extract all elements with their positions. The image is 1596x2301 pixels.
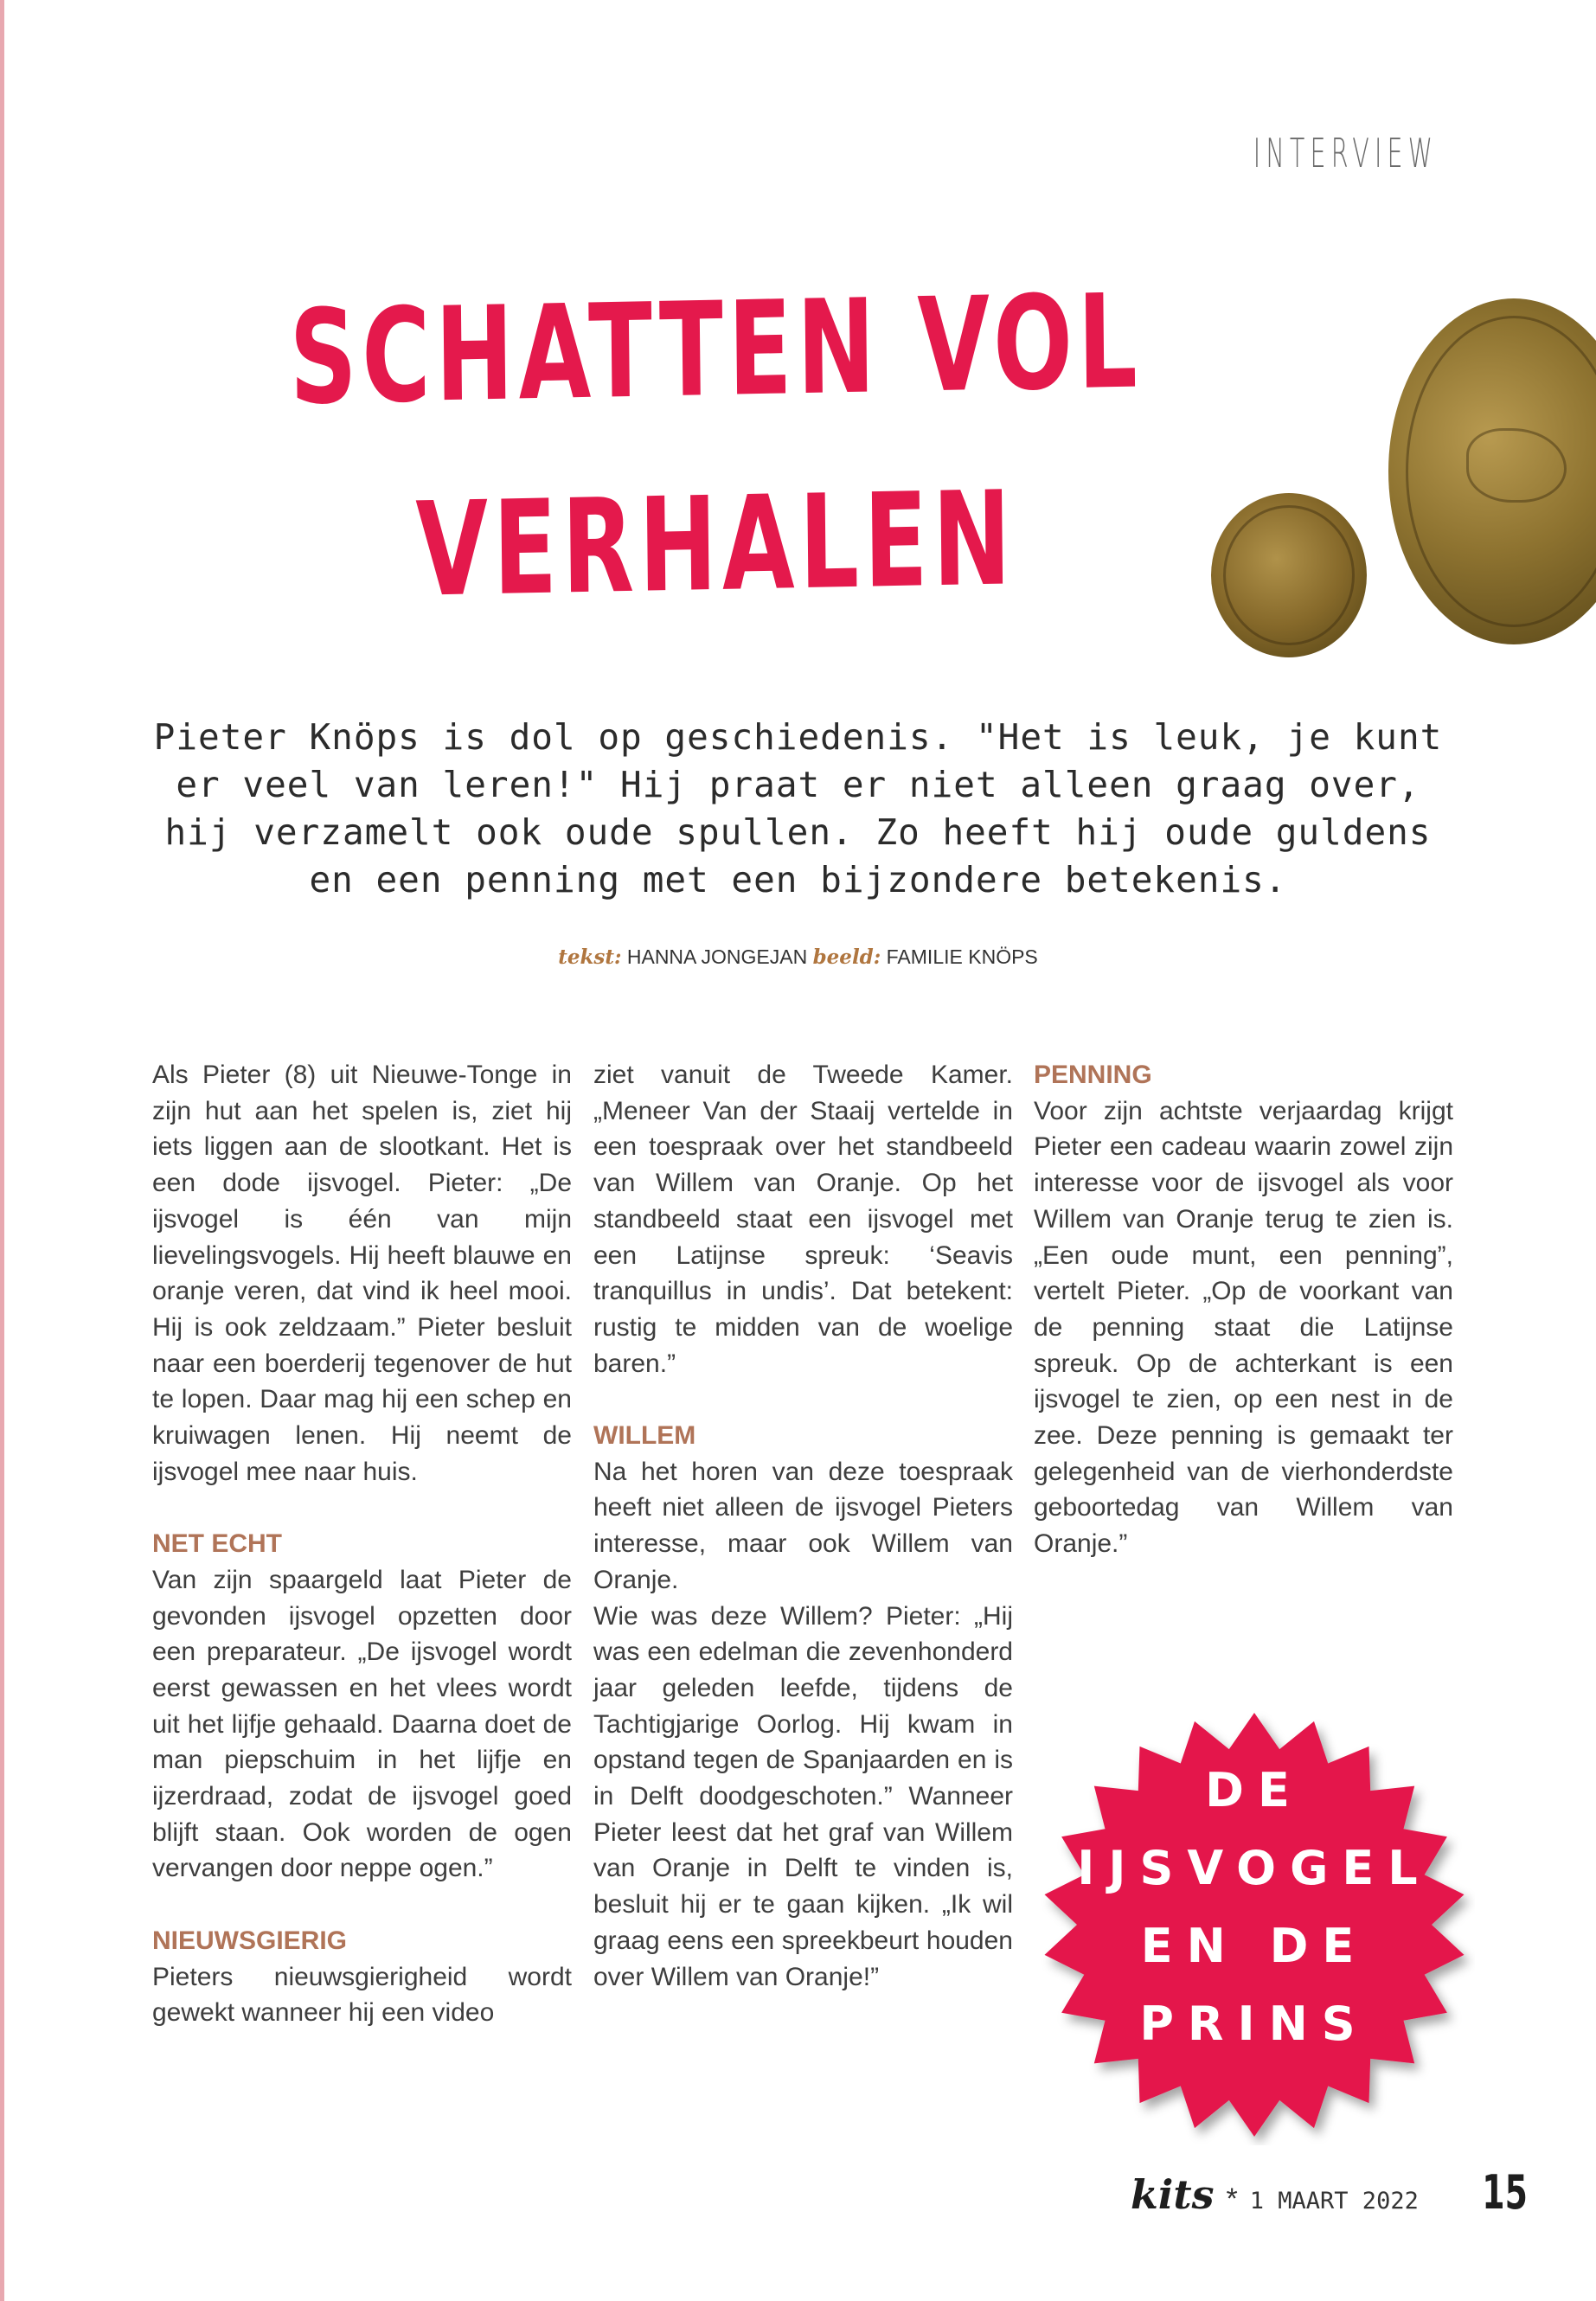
page-edge [0,0,4,2301]
paragraph: Voor zijn achtste verjaardag krijgt Pieter een cadeau waarin zowel zijn interesse voor de ijsvogel als voor Willem van Oranje terug te zien is. „Een oude munt, een penning”, vertelt Pieter. „Op de voorkant van de penning staat die Latijnse spreuk. Op de achterkant is een ijsvogel te zien, op een nest in de zee. Deze penning is gemaakt ter gelegenheid van de vierhonderdste geboortedag van Willem van Oranje.” [1034,1096,1453,1559]
credits [0,945,1596,969]
article-column-2 [593,1057,1013,1995]
credit-text-label: tekst: [558,945,622,969]
page-footer [1131,2165,1537,2220]
subheading-willem: WILLEM [593,1421,696,1451]
badge-text [1034,1752,1475,2063]
badge-line: IJSVOGEL [1077,1841,1432,1895]
title-line-2: VERHALEN [414,464,1017,626]
subheading-nieuwsgierig: NIEUWSGIERIG [152,1926,348,1955]
intro-text: Pieter Knöps is dol op geschiedenis. "Het is leuk, je kunt er veel van leren!" Hij praat er niet alleen graag over, hij verzamelt ook oude spullen. Zo heeft hij oude guldens en een penning met een bijzondere betekenis. [153,716,1443,901]
issue-date: 1 MAART 2022 [1249,2188,1419,2214]
magazine-brand: kits [1131,2171,1215,2218]
star-icon: * [1226,2182,1238,2215]
article-column-3 [1034,1057,1453,1562]
page-number: 15 [1482,2165,1528,2220]
coin-large-image [1388,298,1596,644]
paragraph: ziet vanuit de Tweede Kamer. „Meneer Van der Staaij vertelde in een toespraak over het standbeeld van Willem van Oranje. Op het standbeeld staat een ijsvogel met een Latijnse spreuk: ‘Seavis tranquillus in undis’. Dat betekent: rustig te midden van de woelige baren.” [593,1061,1013,1378]
paragraph: Wie was deze Willem? Pieter: „Hij was een edelman die zevenhonderd jaar geleden leefde, tijdens de Tachtigjarige Oorlog. Hij kwam in opstand tegen de Spanjaarden en is in Delft doodgeschoten.” Wanneer Pieter leest dat het graf van Willem van Oranje in Delft te vinden is, besluit hij er te gaan kijken. „Ik wil graag eens een spreekbeurt houden over Willem van Oranje!” [593,1601,1013,1991]
subheading-net-echt: NET ECHT [152,1529,282,1559]
subheading-penning: PENNING [1034,1061,1152,1089]
credit-image-label: beeld: [812,945,881,969]
coin-small-image [1211,493,1367,657]
paragraph: Pieters nieuwsgierigheid wordt gewekt wanneer hij een video [152,1962,572,2028]
title-line-1: SCHATTEN VOL [288,266,1144,434]
credit-image-author: FAMILIE KNÖPS [886,945,1038,968]
credit-text-author: HANNA JONGEJAN [626,945,808,968]
article-column-1 [152,1057,572,2031]
paragraph: Als Pieter (8) uit Nieuwe-Tonge in zijn hut aan het spelen is, ziet hij iets liggen aan de slootkant. Het is een dode ijsvogel. Pieter: „De ijsvogel is één van mijn lievelingsvogels. Hij heeft blauwe en oranje veren, dat vind ik heel mooi. Hij is ook zeldzaam.” Pieter besluit naar een boerderij tegenover de hut te lopen. Daar mag hij een schep en kruiwagen lenen. Hij neemt de ijsvogel mee naar huis. [152,1061,572,1486]
badge-line: PRINS [1139,1997,1369,2051]
badge-line: EN DE [1140,1919,1368,1973]
coin-rim [1223,505,1355,645]
paragraph: Na het horen van deze toespraak heeft niet alleen de ijsvogel Pieters interesse, maar ook Willem van Oranje. [593,1457,1013,1594]
section-label: INTERVIEW [1253,130,1438,176]
paragraph: Van zijn spaargeld laat Pieter de gevonden ijsvogel opzetten door een preparateur. „De ijsvogel wordt eerst gewassen en het vlees wordt uit het lijfje gehaald. Daarna doet de man piepschuim in het lijfje en ijzerdraad, zodat de ijsvogel goed blijft staan. Ook worden de ogen vervangen door neppe ogen.” [152,1565,572,1883]
badge-line: DE [1205,1763,1304,1817]
